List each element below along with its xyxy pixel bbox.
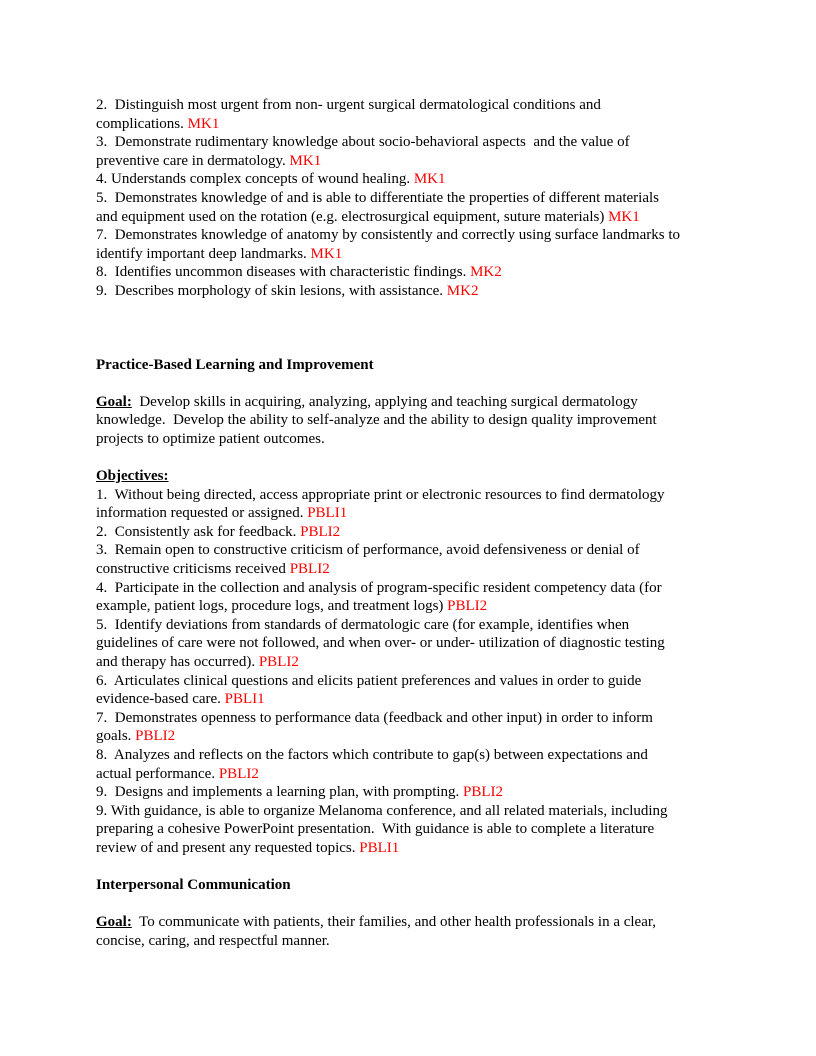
goal-text: projects to optimize patient outcomes. (96, 430, 325, 447)
objective-line: 5. Identify deviations from standards of dermatologic care (for example, identifies when (96, 616, 630, 633)
objective-line: 7. Demonstrates openness to performance data (feedback and other input) in order to inform (96, 709, 653, 726)
competency-code: PBLI2 (258, 654, 299, 671)
mk-objective-7 (96, 226, 728, 263)
goal-text: knowledge. Develop the ability to self-analyze and the ability to design quality improvement (96, 412, 657, 429)
objective-line: 2. Distinguish most urgent from non- urgent surgical dermatological conditions and (96, 97, 601, 113)
objective-line: guidelines of care were not followed, and when over- or under- utilization of diagnostic testing (96, 635, 665, 652)
objectives-label: Objectives: (96, 468, 169, 485)
goal-text: Develop skills in acquiring, analyzing, applying and teaching surgical dermatology (131, 393, 638, 410)
competency-code: PBLI2 (447, 598, 488, 615)
competency-code: PBLI2 (289, 561, 330, 578)
pbli-objective-6 (96, 672, 728, 709)
objective-line: 4. Participate in the collection and analysis of program-specific resident competency data (for (96, 579, 662, 596)
pbli-objective-7 (96, 709, 728, 746)
objective-line: information requested or assigned. (96, 505, 308, 522)
objective-line: 8. Identifies uncommon diseases with characteristic findings. (96, 264, 471, 281)
objective-line: 3. Demonstrate rudimentary knowledge about socio-behavioral aspects and the value of (96, 134, 630, 151)
objective-line: 9. With guidance, is able to organize Melanoma conference, and all related materials, including (96, 802, 668, 819)
competency-code: PBLI1 (307, 505, 348, 522)
mk-objective-3 (96, 133, 728, 170)
goal-text: To communicate with patients, their families, and other health professionals in a clear, (131, 914, 657, 931)
mk-objective-9 (96, 282, 728, 301)
pbli-objective-5 (96, 616, 728, 672)
competency-code: MK1 (608, 208, 640, 225)
pbli-objective-3 (96, 541, 728, 578)
objective-line: review of and present any requested topics. (96, 839, 360, 856)
mk-objective-8 (96, 263, 728, 282)
mk-objectives-list (96, 96, 728, 301)
competency-code: MK2 (470, 264, 502, 281)
objective-line: 6. Articulates clinical questions and elicits patient preferences and values in order to guide (96, 672, 642, 689)
objective-line: preparing a cohesive PowerPoint presentation. With guidance is able to complete a literature (96, 821, 655, 838)
goal-label: Goal: (96, 393, 132, 410)
objective-line: identify important deep landmarks. (96, 245, 311, 262)
competency-code: MK1 (413, 171, 446, 188)
ic-section (96, 876, 728, 950)
pbli-objective-9a (96, 783, 728, 802)
objective-line: 1. Without being directed, access appropriate print or electronic resources to find dermatology (96, 486, 665, 503)
pbli-objective-1 (96, 486, 728, 523)
mk-objective-5 (96, 189, 728, 226)
pbli-objective-2 (96, 523, 728, 542)
document-page (96, 96, 728, 951)
objective-line: 3. Remain open to constructive criticism of performance, avoid defensiveness or denial of (96, 542, 640, 559)
objective-line: 2. Consistently ask for feedback. (96, 523, 301, 540)
goal-label: Goal: (96, 914, 132, 931)
objective-line: constructive criticisms received (96, 561, 290, 578)
objective-line: and therapy has occurred). (96, 654, 259, 671)
competency-code: PBLI2 (218, 765, 259, 782)
objective-line: 9. Designs and implements a learning plan, with prompting. (96, 784, 464, 801)
pbli-objective-8 (96, 746, 728, 783)
competency-code: PBLI1 (359, 839, 400, 856)
objective-line: example, patient logs, procedure logs, and treatment logs) (96, 598, 448, 615)
goal-paragraph (96, 913, 728, 950)
competency-code: MK1 (310, 245, 343, 262)
objective-line: complications. (96, 115, 188, 132)
objective-line: and equipment used on the rotation (e.g. electrosurgical equipment, suture materials) (96, 208, 609, 225)
pbli-objective-4 (96, 579, 728, 616)
objective-line: actual performance. (96, 765, 219, 782)
competency-code: MK1 (187, 115, 220, 132)
objective-line: 7. Demonstrates knowledge of anatomy by consistently and correctly using surface landmarks to (96, 227, 681, 244)
section-heading: Interpersonal Communication (96, 877, 291, 894)
objective-line: 9. Describes morphology of skin lesions, with assistance. (96, 282, 447, 299)
competency-code: PBLI2 (463, 784, 504, 801)
section-heading: Practice-Based Learning and Improvement (96, 356, 374, 373)
pbli-objective-9b (96, 802, 728, 858)
mk-objective-4 (96, 170, 728, 189)
competency-code: PBLI2 (135, 728, 176, 745)
pbli-section (96, 356, 728, 858)
mk-objective-2 (96, 96, 728, 133)
goal-text: concise, caring, and respectful manner. (96, 932, 330, 949)
goal-paragraph (96, 393, 728, 449)
objective-line: preventive care in dermatology. (96, 152, 290, 169)
competency-code: PBLI2 (300, 523, 341, 540)
objectives-list (96, 467, 728, 857)
competency-code: MK2 (446, 282, 479, 299)
objective-line: 8. Analyzes and reflects on the factors which contribute to gap(s) between expectations and (96, 747, 648, 763)
competency-code: PBLI1 (224, 691, 265, 708)
objective-line: evidence-based care. (96, 691, 225, 708)
objective-line: goals. (96, 728, 136, 745)
objective-line: 5. Demonstrates knowledge of and is able to differentiate the properties of different materials (96, 189, 660, 206)
objective-line: 4. Understands complex concepts of wound healing. (96, 171, 414, 188)
competency-code: MK1 (289, 152, 322, 169)
